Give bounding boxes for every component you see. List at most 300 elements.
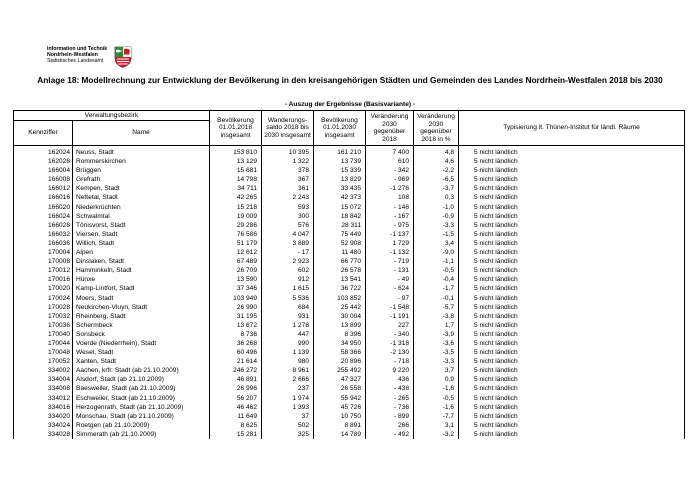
cell-name: Brüggen — [73, 166, 210, 175]
cell-wanderungssaldo: 602 — [262, 266, 314, 275]
logo — [47, 46, 167, 70]
cell-bevoelkerung-2018: 51 179 — [210, 239, 262, 248]
cell-veraenderung: 436 — [366, 375, 414, 384]
cell-typisierung: 5 nicht ländlich — [459, 203, 685, 212]
cell-veraenderung-prozent: -3,7 — [414, 184, 459, 193]
cell-bevoelkerung-2030: 15 072 — [314, 203, 366, 212]
cell-bevoelkerung-2018: 15 218 — [210, 203, 262, 212]
cell-wanderungssaldo: 2 666 — [262, 375, 314, 384]
cell-kennziffer: 334002 — [14, 366, 73, 375]
cell-veraenderung: 227 — [366, 321, 414, 330]
cell-typisierung: 5 nicht ländlich — [459, 284, 685, 293]
cell-veraenderung-prozent: 4,8 — [414, 146, 459, 158]
header-name: Name — [73, 121, 210, 146]
cell-veraenderung: 1 729 — [366, 239, 414, 248]
table-row — [14, 146, 685, 158]
cell-wanderungssaldo: 1 974 — [262, 394, 314, 403]
cell-wanderungssaldo: 325 — [262, 430, 314, 439]
cell-typisierung: 5 nicht ländlich — [459, 257, 685, 266]
cell-name: Sonsbeck — [73, 330, 210, 339]
cell-veraenderung: - 49 — [366, 275, 414, 284]
cell-typisierung: 5 nicht ländlich — [459, 394, 685, 403]
cell-veraenderung-prozent: -3,2 — [414, 430, 459, 439]
cell-name: Nettetal, Stadt — [73, 193, 210, 202]
cell-veraenderung: - 975 — [366, 221, 414, 230]
cell-kennziffer: 170040 — [14, 330, 73, 339]
table-row — [14, 175, 685, 184]
cell-bevoelkerung-2018: 13 672 — [210, 321, 262, 330]
cell-typisierung: 5 nicht ländlich — [459, 230, 685, 239]
cell-wanderungssaldo: 378 — [262, 166, 314, 175]
header-typisierung: Typisierung lt. Thünen-Institut für ländl. Räume — [459, 111, 685, 146]
cell-veraenderung: - 719 — [366, 257, 414, 266]
cell-veraenderung: - 969 — [366, 175, 414, 184]
cell-bevoelkerung-2030: 66 770 — [314, 257, 366, 266]
cell-kennziffer: 170004 — [14, 248, 73, 257]
cell-veraenderung: - 718 — [366, 357, 414, 366]
cell-veraenderung-prozent: -1,6 — [414, 384, 459, 393]
cell-bevoelkerung-2018: 13 590 — [210, 275, 262, 284]
cell-bevoelkerung-2030: 26 578 — [314, 266, 366, 275]
table-row — [14, 375, 685, 384]
cell-veraenderung: - 131 — [366, 266, 414, 275]
cell-bevoelkerung-2030: 255 492 — [314, 366, 366, 375]
cell-veraenderung-prozent: -0,5 — [414, 266, 459, 275]
cell-kennziffer: 166036 — [14, 239, 73, 248]
cell-bevoelkerung-2018: 67 489 — [210, 257, 262, 266]
cell-typisierung: 5 nicht ländlich — [459, 430, 685, 439]
cell-typisierung: 5 nicht ländlich — [459, 248, 685, 257]
table-row — [14, 321, 685, 330]
header-veraenderung: Veränderung 2030 gegenüber 2018 — [366, 111, 414, 146]
cell-wanderungssaldo: 5 536 — [262, 294, 314, 303]
cell-typisierung: 5 nicht ländlich — [459, 212, 685, 221]
table-row — [14, 303, 685, 312]
cell-name: Monschau, Stadt (ab 21.10.2009) — [73, 412, 210, 421]
cell-veraenderung-prozent: -7,7 — [414, 412, 459, 421]
table-row — [14, 348, 685, 357]
cell-typisierung: 5 nicht ländlich — [459, 312, 685, 321]
cell-kennziffer: 170044 — [14, 339, 73, 348]
cell-bevoelkerung-2030: 28 311 — [314, 221, 366, 230]
cell-bevoelkerung-2030: 8 891 — [314, 421, 366, 430]
cell-veraenderung: - 146 — [366, 203, 414, 212]
cell-bevoelkerung-2018: 15 681 — [210, 166, 262, 175]
table-row — [14, 275, 685, 284]
header-bevoelkerung-2030: Bevölkerung 01.01.2030 insgesamt — [314, 111, 366, 146]
cell-typisierung: 5 nicht ländlich — [459, 166, 685, 175]
table-row — [14, 312, 685, 321]
logo-line-2: Nordrhein-Westfalen — [47, 52, 98, 58]
cell-kennziffer: 334008 — [14, 384, 73, 393]
cell-wanderungssaldo: 4 047 — [262, 230, 314, 239]
cell-kennziffer: 170016 — [14, 275, 73, 284]
cell-veraenderung-prozent: 3,1 — [414, 421, 459, 430]
cell-bevoelkerung-2030: 103 852 — [314, 294, 366, 303]
cell-kennziffer: 170008 — [14, 257, 73, 266]
header-kennziffer: Kennziffer — [14, 121, 73, 146]
cell-name: Hamminkeln, Stadt — [73, 266, 210, 275]
cell-veraenderung: - 97 — [366, 294, 414, 303]
cell-kennziffer: 162024 — [14, 146, 73, 158]
cell-veraenderung: - 342 — [366, 166, 414, 175]
cell-kennziffer: 334020 — [14, 412, 73, 421]
cell-name: Aachen, krfr. Stadt (ab 21.10.2009) — [73, 366, 210, 375]
cell-typisierung: 5 nicht ländlich — [459, 303, 685, 312]
logo-text — [47, 46, 107, 64]
cell-typisierung: 5 nicht ländlich — [459, 403, 685, 412]
cell-kennziffer: 170052 — [14, 357, 73, 366]
cell-typisierung: 5 nicht ländlich — [459, 175, 685, 184]
cell-kennziffer: 170024 — [14, 294, 73, 303]
cell-bevoelkerung-2018: 19 009 — [210, 212, 262, 221]
cell-name: Moers, Stadt — [73, 294, 210, 303]
cell-veraenderung-prozent: -3,3 — [414, 221, 459, 230]
cell-name: Voerde (Niederrhein), Stadt — [73, 339, 210, 348]
header-bevoelkerung-2018: Bevölkerung 01.01.2018 insgesamt — [210, 111, 262, 146]
cell-wanderungssaldo: 447 — [262, 330, 314, 339]
cell-wanderungssaldo: 576 — [262, 221, 314, 230]
cell-veraenderung-prozent: -0,1 — [414, 294, 459, 303]
cell-name: Neuss, Stadt — [73, 146, 210, 158]
cell-bevoelkerung-2030: 42 373 — [314, 193, 366, 202]
cell-typisierung: 5 nicht ländlich — [459, 221, 685, 230]
cell-bevoelkerung-2030: 25 442 — [314, 303, 366, 312]
cell-bevoelkerung-2018: 12 612 — [210, 248, 262, 257]
table-row — [14, 403, 685, 412]
cell-veraenderung-prozent: -9,0 — [414, 248, 459, 257]
cell-veraenderung-prozent: -3,5 — [414, 348, 459, 357]
cell-bevoelkerung-2018: 8 736 — [210, 330, 262, 339]
cell-veraenderung-prozent: -1,6 — [414, 403, 459, 412]
cell-wanderungssaldo: 684 — [262, 303, 314, 312]
cell-typisierung: 5 nicht ländlich — [459, 375, 685, 384]
cell-bevoelkerung-2030: 11 480 — [314, 248, 366, 257]
cell-veraenderung-prozent: -0,4 — [414, 275, 459, 284]
cell-wanderungssaldo: 1 139 — [262, 348, 314, 357]
cell-bevoelkerung-2018: 56 207 — [210, 394, 262, 403]
cell-name: Schermbeck — [73, 321, 210, 330]
cell-wanderungssaldo: 10 395 — [262, 146, 314, 158]
cell-bevoelkerung-2018: 153 810 — [210, 146, 262, 158]
cell-veraenderung-prozent: -1,0 — [414, 203, 459, 212]
table-row — [14, 166, 685, 175]
page-title: Anlage 18: Modellrechnung zur Entwicklung der Bevölkerung in den kreisangehörigen Städten und Gemeinden des Landes Nordrhein-Westfalen 2018 bis 2030 — [37, 75, 663, 85]
table-row — [14, 394, 685, 403]
cell-name: Kempen, Stadt — [73, 184, 210, 193]
cell-name: Viersen, Stadt — [73, 230, 210, 239]
cell-name: Herzogenrath, Stadt (ab 21.10.2009) — [73, 403, 210, 412]
table-row — [14, 239, 685, 248]
cell-typisierung: 5 nicht ländlich — [459, 330, 685, 339]
cell-veraenderung-prozent: -0,9 — [414, 212, 459, 221]
cell-bevoelkerung-2018: 21 614 — [210, 357, 262, 366]
logo-line-1: Information und Technik — [47, 46, 108, 52]
cell-veraenderung: 9 220 — [366, 366, 414, 375]
cell-kennziffer: 170036 — [14, 321, 73, 330]
cell-bevoelkerung-2030: 13 899 — [314, 321, 366, 330]
cell-bevoelkerung-2030: 13 829 — [314, 175, 366, 184]
cell-bevoelkerung-2030: 58 366 — [314, 348, 366, 357]
cell-veraenderung-prozent: -1,1 — [414, 257, 459, 266]
cell-name: Tönisvorst, Stadt — [73, 221, 210, 230]
cell-wanderungssaldo: 37 — [262, 412, 314, 421]
cell-typisierung: 5 nicht ländlich — [459, 421, 685, 430]
cell-veraenderung: -1 318 — [366, 339, 414, 348]
table-row — [14, 203, 685, 212]
cell-typisierung: 5 nicht ländlich — [459, 412, 685, 421]
cell-name: Simmerath (ab 21.10.2009) — [73, 430, 210, 439]
table-row — [14, 212, 685, 221]
cell-wanderungssaldo: 8 961 — [262, 366, 314, 375]
cell-wanderungssaldo: 593 — [262, 203, 314, 212]
cell-name: Neukirchen-Vluyn, Stadt — [73, 303, 210, 312]
cell-typisierung: 5 nicht ländlich — [459, 348, 685, 357]
cell-typisierung: 5 nicht ländlich — [459, 339, 685, 348]
header-wanderungssaldo: Wanderungs-saldo 2018 bis 2030 insgesamt — [262, 111, 314, 146]
cell-bevoelkerung-2018: 14 798 — [210, 175, 262, 184]
cell-bevoelkerung-2018: 8 625 — [210, 421, 262, 430]
cell-kennziffer: 166004 — [14, 166, 73, 175]
cell-veraenderung-prozent: -1,5 — [414, 230, 459, 239]
table-row — [14, 193, 685, 202]
cell-veraenderung: -2 130 — [366, 348, 414, 357]
cell-bevoelkerung-2030: 52 908 — [314, 239, 366, 248]
table-row — [14, 339, 685, 348]
cell-bevoelkerung-2030: 18 842 — [314, 212, 366, 221]
cell-bevoelkerung-2030: 45 726 — [314, 403, 366, 412]
cell-wanderungssaldo: 1 322 — [262, 157, 314, 166]
cell-bevoelkerung-2018: 76 586 — [210, 230, 262, 239]
cell-bevoelkerung-2030: 8 396 — [314, 330, 366, 339]
table-row — [14, 357, 685, 366]
cell-wanderungssaldo: 237 — [262, 384, 314, 393]
header-verwaltungsbezirk: Verwaltungsbezirk — [14, 111, 210, 121]
cell-kennziffer: 166012 — [14, 184, 73, 193]
cell-typisierung: 5 nicht ländlich — [459, 239, 685, 248]
cell-veraenderung-prozent: 3,4 — [414, 239, 459, 248]
cell-kennziffer: 334024 — [14, 421, 73, 430]
cell-veraenderung-prozent: 0,3 — [414, 193, 459, 202]
cell-name: Alpen — [73, 248, 210, 257]
cell-bevoelkerung-2030: 20 896 — [314, 357, 366, 366]
cell-name: Dinslaken, Stadt — [73, 257, 210, 266]
cell-wanderungssaldo: 1 615 — [262, 284, 314, 293]
cell-name: Roetgen (ab 21.10.2009) — [73, 421, 210, 430]
cell-bevoelkerung-2030: 30 004 — [314, 312, 366, 321]
cell-kennziffer: 170020 — [14, 284, 73, 293]
cell-kennziffer: 166016 — [14, 193, 73, 202]
cell-veraenderung-prozent: -1,7 — [414, 284, 459, 293]
table-row — [14, 294, 685, 303]
cell-wanderungssaldo: 980 — [262, 357, 314, 366]
cell-bevoelkerung-2030: 55 942 — [314, 394, 366, 403]
table-row — [14, 421, 685, 430]
cell-bevoelkerung-2018: 26 996 — [210, 384, 262, 393]
cell-bevoelkerung-2018: 46 891 — [210, 375, 262, 384]
cell-veraenderung: -1 276 — [366, 184, 414, 193]
cell-typisierung: 5 nicht ländlich — [459, 146, 685, 158]
table-body — [14, 146, 685, 440]
cell-veraenderung-prozent: -3,6 — [414, 339, 459, 348]
cell-name: Grefrath — [73, 175, 210, 184]
header-veraenderung-prozent: Veränderung 2030 gegenüber 2018 in % — [414, 111, 459, 146]
cell-bevoelkerung-2018: 13 129 — [210, 157, 262, 166]
cell-veraenderung: - 340 — [366, 330, 414, 339]
cell-bevoelkerung-2018: 15 281 — [210, 430, 262, 439]
cell-veraenderung-prozent: -3,3 — [414, 357, 459, 366]
cell-wanderungssaldo: 1 393 — [262, 403, 314, 412]
cell-kennziffer: 170012 — [14, 266, 73, 275]
page-subtitle: - Auszug der Ergebnisse (Basisvariante) - — [284, 101, 416, 108]
cell-typisierung: 5 nicht ländlich — [459, 384, 685, 393]
cell-typisierung: 5 nicht ländlich — [459, 321, 685, 330]
table-row — [14, 221, 685, 230]
cell-name: Baesweiler, Stadt (ab 21.10.2009) — [73, 384, 210, 393]
cell-wanderungssaldo: 912 — [262, 275, 314, 284]
cell-name: Rheinberg, Stadt — [73, 312, 210, 321]
cell-name: Hünxe — [73, 275, 210, 284]
table-row — [14, 384, 685, 393]
cell-bevoelkerung-2018: 34 711 — [210, 184, 262, 193]
cell-name: Eschweiler, Stadt (ab 21.10.2009) — [73, 394, 210, 403]
cell-veraenderung-prozent: 0,9 — [414, 375, 459, 384]
logo-line-3: Statistisches Landesamt — [47, 58, 104, 64]
cell-bevoelkerung-2030: 15 339 — [314, 166, 366, 175]
cell-typisierung: 5 nicht ländlich — [459, 184, 685, 193]
cell-name: Alsdorf, Stadt (ab 21.10.2009) — [73, 375, 210, 384]
cell-bevoelkerung-2030: 34 950 — [314, 339, 366, 348]
cell-veraenderung: 610 — [366, 157, 414, 166]
cell-veraenderung: -1 548 — [366, 303, 414, 312]
cell-kennziffer: 166008 — [14, 175, 73, 184]
cell-typisierung: 5 nicht ländlich — [459, 193, 685, 202]
cell-bevoelkerung-2018: 37 346 — [210, 284, 262, 293]
cell-typisierung: 5 nicht ländlich — [459, 157, 685, 166]
cell-wanderungssaldo: 361 — [262, 184, 314, 193]
table-row — [14, 266, 685, 275]
cell-bevoelkerung-2030: 26 558 — [314, 384, 366, 393]
cell-veraenderung-prozent: -6,5 — [414, 175, 459, 184]
cell-typisierung: 5 nicht ländlich — [459, 275, 685, 284]
table-row — [14, 157, 685, 166]
cell-veraenderung: 108 — [366, 193, 414, 202]
cell-bevoelkerung-2030: 13 541 — [314, 275, 366, 284]
nrw-crest-icon — [114, 46, 132, 68]
cell-kennziffer: 334016 — [14, 403, 73, 412]
cell-wanderungssaldo: 2 243 — [262, 193, 314, 202]
cell-bevoelkerung-2018: 31 195 — [210, 312, 262, 321]
cell-name: Xanten, Stadt — [73, 357, 210, 366]
data-table — [13, 110, 685, 439]
cell-wanderungssaldo: 367 — [262, 175, 314, 184]
table-row — [14, 284, 685, 293]
cell-veraenderung: - 438 — [366, 384, 414, 393]
cell-bevoelkerung-2018: 26 709 — [210, 266, 262, 275]
cell-veraenderung: - 167 — [366, 212, 414, 221]
cell-wanderungssaldo: 300 — [262, 212, 314, 221]
cell-name: Kamp-Lintfort, Stadt — [73, 284, 210, 293]
cell-name: Rommerskirchen — [73, 157, 210, 166]
cell-kennziffer: 166024 — [14, 212, 73, 221]
cell-veraenderung-prozent: 4,6 — [414, 157, 459, 166]
cell-kennziffer: 166020 — [14, 203, 73, 212]
cell-veraenderung: 266 — [366, 421, 414, 430]
cell-veraenderung: - 624 — [366, 284, 414, 293]
cell-bevoelkerung-2018: 11 649 — [210, 412, 262, 421]
cell-veraenderung-prozent: -3,8 — [414, 312, 459, 321]
cell-name: Niederkrüchten — [73, 203, 210, 212]
cell-bevoelkerung-2030: 10 750 — [314, 412, 366, 421]
cell-bevoelkerung-2030: 75 449 — [314, 230, 366, 239]
cell-wanderungssaldo: 502 — [262, 421, 314, 430]
table-row — [14, 330, 685, 339]
table-row — [14, 412, 685, 421]
cell-veraenderung: -1 132 — [366, 248, 414, 257]
cell-bevoelkerung-2018: 36 268 — [210, 339, 262, 348]
cell-kennziffer: 162028 — [14, 157, 73, 166]
table-row — [14, 248, 685, 257]
cell-bevoelkerung-2018: 103 949 — [210, 294, 262, 303]
cell-veraenderung-prozent: 1,7 — [414, 321, 459, 330]
cell-bevoelkerung-2030: 47 327 — [314, 375, 366, 384]
table-row — [14, 430, 685, 439]
table-row — [14, 184, 685, 193]
cell-kennziffer: 170028 — [14, 303, 73, 312]
cell-veraenderung-prozent: -2,2 — [414, 166, 459, 175]
cell-wanderungssaldo: 990 — [262, 339, 314, 348]
cell-veraenderung-prozent: 3,7 — [414, 366, 459, 375]
cell-veraenderung-prozent: -5,7 — [414, 303, 459, 312]
cell-typisierung: 5 nicht ländlich — [459, 294, 685, 303]
cell-veraenderung: 7 400 — [366, 146, 414, 158]
table-row — [14, 230, 685, 239]
cell-typisierung: 5 nicht ländlich — [459, 266, 685, 275]
cell-bevoelkerung-2030: 14 789 — [314, 430, 366, 439]
cell-name: Willich, Stadt — [73, 239, 210, 248]
cell-kennziffer: 334028 — [14, 430, 73, 439]
cell-veraenderung: - 265 — [366, 394, 414, 403]
cell-veraenderung-prozent: -0,5 — [414, 394, 459, 403]
cell-veraenderung: - 899 — [366, 412, 414, 421]
cell-veraenderung: - 492 — [366, 430, 414, 439]
cell-bevoelkerung-2030: 13 739 — [314, 157, 366, 166]
cell-veraenderung-prozent: -3,9 — [414, 330, 459, 339]
cell-kennziffer: 166028 — [14, 221, 73, 230]
cell-bevoelkerung-2018: 46 462 — [210, 403, 262, 412]
cell-wanderungssaldo: 931 — [262, 312, 314, 321]
cell-veraenderung: -1 137 — [366, 230, 414, 239]
cell-bevoelkerung-2018: 29 286 — [210, 221, 262, 230]
cell-typisierung: 5 nicht ländlich — [459, 366, 685, 375]
cell-veraenderung: - 736 — [366, 403, 414, 412]
cell-name: Wesel, Stadt — [73, 348, 210, 357]
cell-veraenderung: -1 191 — [366, 312, 414, 321]
cell-kennziffer: 166032 — [14, 230, 73, 239]
cell-kennziffer: 170032 — [14, 312, 73, 321]
cell-kennziffer: 334012 — [14, 394, 73, 403]
cell-bevoelkerung-2018: 26 990 — [210, 303, 262, 312]
cell-wanderungssaldo: 1 278 — [262, 321, 314, 330]
cell-kennziffer: 170048 — [14, 348, 73, 357]
cell-wanderungssaldo: 2 923 — [262, 257, 314, 266]
cell-bevoelkerung-2018: 42 265 — [210, 193, 262, 202]
cell-bevoelkerung-2030: 33 435 — [314, 184, 366, 193]
cell-wanderungssaldo: - 17 — [262, 248, 314, 257]
cell-bevoelkerung-2018: 246 272 — [210, 366, 262, 375]
table-row — [14, 257, 685, 266]
cell-name: Schwalmtal — [73, 212, 210, 221]
